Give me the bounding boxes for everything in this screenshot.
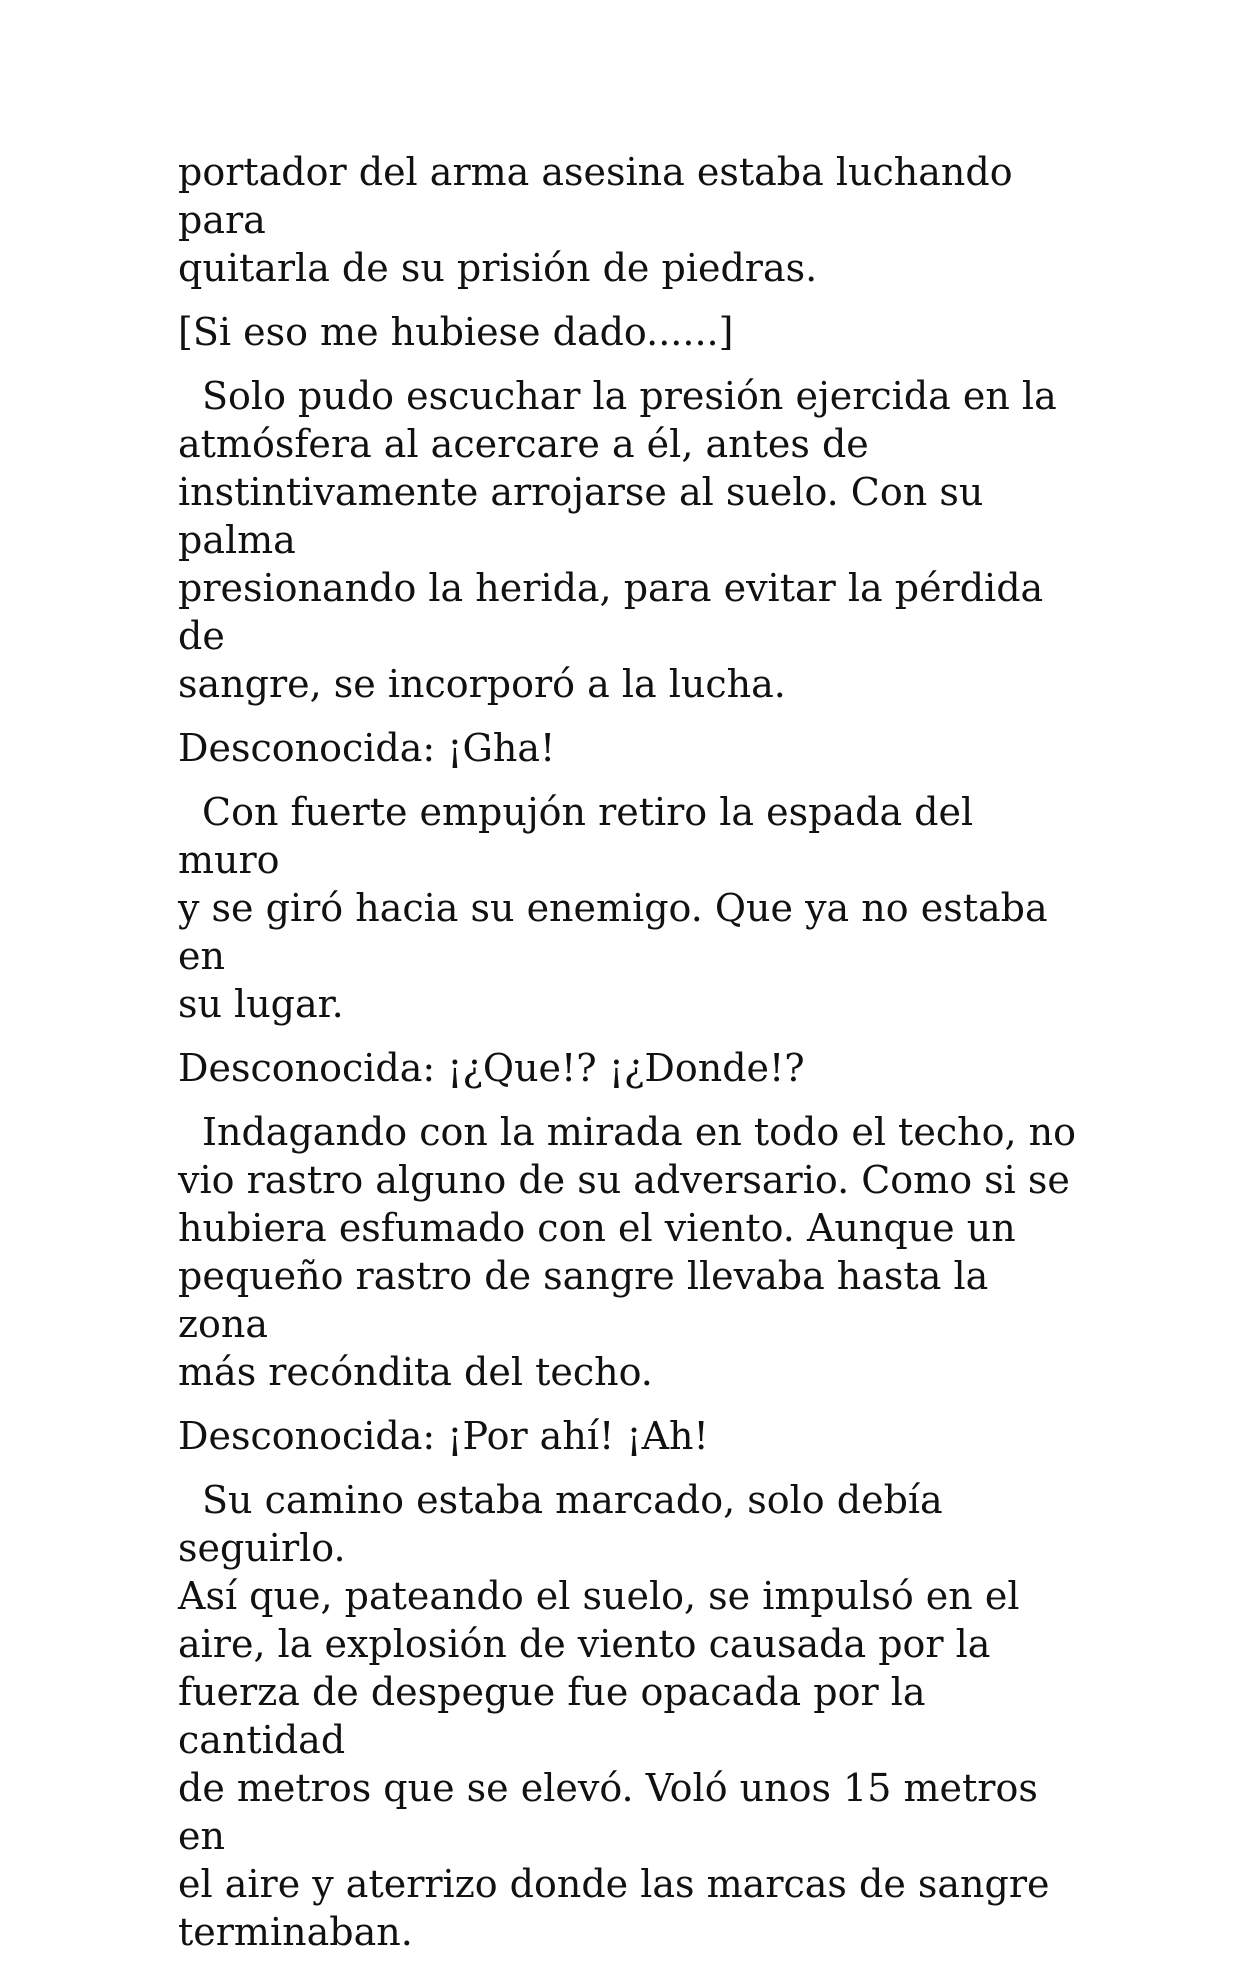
dialogue-line-2: Desconocida: ¡¿Que!? ¡¿Donde!? xyxy=(178,1046,805,1090)
document-page xyxy=(178,148,1078,1972)
paragraph-3: Solo pudo escuchar la presión ejercida en la atmósfera al acercare a él, antes de instintivamente arrojarse al suelo. Con su palma presionando la herida, para evitar la pérdida de sangre, se incorporó a la lucha. xyxy=(178,374,1057,706)
paragraph-1: portador del arma asesina estaba luchando para quitarla de su prisión de piedras. xyxy=(178,150,1013,290)
dialogue-line-3: Desconocida: ¡Por ahí! ¡Ah! xyxy=(178,1414,709,1458)
dialogue-line-1: Desconocida: ¡Gha! xyxy=(178,726,556,770)
paragraph-2: [Si eso me hubiese dado......] xyxy=(178,310,734,354)
paragraph-4: Con fuerte empujón retiro la espada del muro y se giró hacia su enemigo. Que ya no estaba en su lugar. xyxy=(178,790,1048,1026)
paragraph-5: Indagando con la mirada en todo el techo, no vio rastro alguno de su adversario. Como si se hubiera esfumado con el viento. Aunque un pequeño rastro de sangre llevaba hasta la zona más recóndita del techo. xyxy=(178,1110,1076,1394)
paragraph-6: Su camino estaba marcado, solo debía seguirlo. Así que, pateando el suelo, se impulsó en el aire, la explosión de viento causada por la fuerza de despegue fue opacada por la cantidad de metros que se elevó. Voló unos 15 metros en el aire y aterrizo donde las marcas de sangre terminaban. xyxy=(178,1478,1050,1954)
